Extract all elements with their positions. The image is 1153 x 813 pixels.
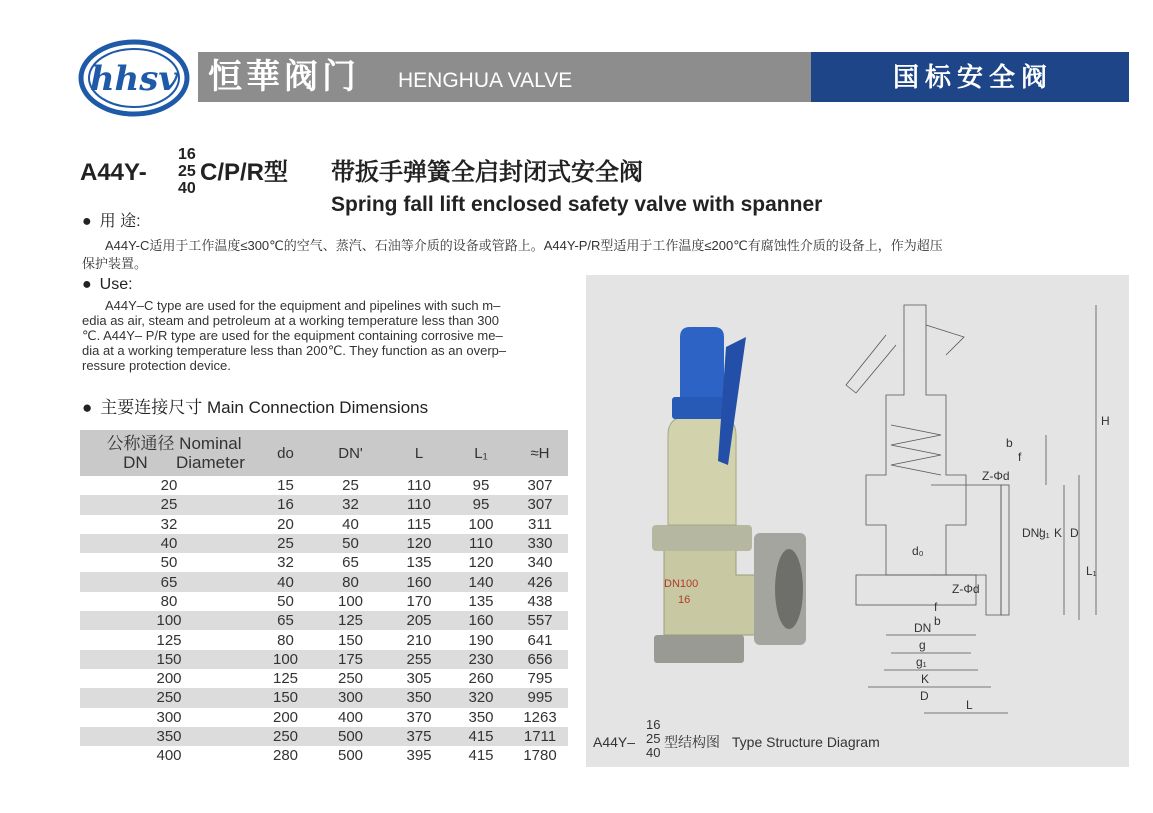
table-cell: 25	[342, 477, 359, 495]
use-en-line4: dia at a working temperature less than 200℃. They function as an overp–	[82, 343, 507, 358]
table-cell: 100	[80, 611, 258, 630]
table-cell: 20	[160, 477, 178, 495]
dimensions-table	[80, 430, 568, 765]
dimensions-heading: ● 主要连接尺寸 Main Connection Dimensions	[82, 398, 428, 418]
table-cell: 500	[337, 747, 364, 765]
brand-name-en: HENGHUA VALVE	[398, 69, 573, 92]
table-cell: 80	[160, 592, 178, 610]
table-cell: 200	[272, 708, 299, 726]
model-prefix: A44Y-	[80, 159, 147, 186]
table-cell: 50	[313, 534, 388, 553]
table-cell: 340	[527, 554, 553, 572]
table-cell: 125	[313, 611, 388, 630]
structure-diagram	[846, 305, 1096, 713]
label-dn-prime: DN'	[1022, 526, 1042, 540]
use-en-line1: A44Y–C type are used for the equipment and pipelines with such m–	[105, 298, 501, 313]
table-cell: 305	[406, 670, 432, 688]
caption-en: Type Structure Diagram	[731, 734, 880, 750]
table-cell: 400	[337, 708, 364, 726]
table-cell: 557	[512, 611, 568, 630]
table-row	[80, 630, 568, 649]
col-header-dn-line2: DN Diameter	[123, 453, 245, 472]
use-cn-line1: A44Y-C适用于工作温度≤300℃的空气、蒸汽、石油等介质的设备或管路上。A44Y-P/R型适用于工作温度≤200℃有腐蚀性介质的设备上，作为超压	[105, 238, 943, 253]
table-cell: 15	[277, 477, 294, 495]
outlet-bore	[775, 549, 803, 629]
table-cell: 350	[80, 727, 258, 746]
table-cell: 125	[272, 670, 299, 688]
label-DN: DN	[914, 621, 932, 635]
label-zd-bottom: Z-Φd	[952, 582, 980, 596]
valve-marking-pn: 16	[678, 594, 691, 606]
table-cell: 260	[468, 670, 494, 688]
label-H: H	[1101, 414, 1110, 428]
inlet-flange	[654, 635, 744, 663]
table-cell: 255	[388, 650, 450, 669]
col-header-dn-prime: DN'	[313, 430, 388, 476]
use-en-line3: ℃. A44Y– P/R type are used for the equipment containing corrosive me–	[82, 328, 503, 343]
table-cell: 307	[527, 477, 553, 495]
table-cell: 200	[156, 670, 182, 688]
table-cell: 150	[258, 688, 313, 707]
label-D: D	[1070, 526, 1079, 540]
standard-label: 国标安全阀	[893, 63, 1054, 93]
table-cell: 250	[80, 688, 258, 707]
table-cell: 80	[277, 631, 294, 649]
table-cell: 500	[313, 727, 388, 746]
use-en-heading: ● Use:	[82, 275, 133, 295]
valve-marking-dn: DN100	[664, 578, 699, 590]
logo-text: hhsv	[89, 59, 179, 99]
table-cell: 40	[80, 534, 258, 553]
caption-prefix: A44Y–	[593, 734, 636, 750]
pressure-bottom: 40	[178, 180, 196, 197]
pressure-mid: 25	[178, 163, 196, 180]
table-cell: 641	[527, 631, 553, 649]
table-cell: 95	[450, 495, 512, 514]
table-cell: 50	[160, 554, 178, 572]
hhsv-logo-icon	[78, 38, 190, 118]
table-cell: 175	[313, 650, 388, 669]
label-do: d₀	[912, 544, 924, 558]
bonnet-flange	[652, 525, 752, 551]
table-cell: 300	[156, 708, 182, 726]
table-cell: 110	[407, 477, 431, 495]
table-cell: 65	[342, 554, 359, 572]
table-cell: 125	[156, 631, 182, 649]
use-en-line5: ressure protection device.	[82, 358, 231, 373]
caption-pressure-stack	[646, 718, 660, 760]
table-row	[80, 727, 568, 746]
label-Db: D	[920, 689, 929, 703]
caption-mid: 25	[646, 731, 661, 746]
table-cell: 65	[80, 572, 258, 591]
label-g: g	[919, 638, 926, 652]
table-row	[80, 495, 568, 514]
table-cell: 25	[80, 495, 258, 514]
table-cell: 795	[527, 670, 553, 688]
table-cell: 100	[468, 515, 494, 533]
table-cell: 205	[388, 611, 450, 630]
valve-body	[664, 547, 756, 635]
label-L: L	[966, 698, 973, 712]
table-cell: 110	[450, 534, 512, 553]
table-cell: 250	[258, 727, 313, 746]
table-row	[80, 650, 568, 669]
table-cell: 120	[388, 534, 450, 553]
col-header-dn-line1: 公称通径 Nominal	[106, 434, 242, 453]
col-header-h: ≈H	[512, 430, 568, 476]
table-cell: 1780	[523, 747, 557, 765]
product-name-en: Spring fall lift enclosed safety valve with spanner	[331, 193, 823, 216]
table-cell: 32	[313, 495, 388, 514]
table-cell: 400	[156, 747, 182, 765]
table-cell: 320	[450, 688, 512, 707]
caption-top: 16	[646, 717, 661, 732]
table-cell: 140	[450, 572, 512, 591]
table-cell: 656	[512, 650, 568, 669]
table-row	[80, 592, 568, 611]
table-cell: 100	[337, 592, 364, 610]
table-cell: 40	[342, 515, 359, 533]
pressure-stack	[178, 146, 196, 197]
label-Kb: K	[921, 672, 930, 686]
brand-name-cn: 恒華阀门	[208, 57, 360, 97]
table-cell: 350	[468, 708, 494, 726]
table-cell: 50	[277, 592, 294, 610]
table-cell: 170	[406, 592, 432, 610]
table-cell: 995	[512, 688, 568, 707]
table-cell: 16	[258, 495, 313, 514]
table-cell: 210	[406, 631, 432, 649]
table-cell: 135	[406, 554, 432, 572]
table-cell: 1711	[512, 727, 568, 746]
table-cell: 160	[450, 611, 512, 630]
table-row	[80, 746, 568, 765]
table-row	[80, 611, 568, 630]
table-cell: 20	[277, 515, 294, 533]
table-cell: 230	[450, 650, 512, 669]
table-cell: 110	[388, 495, 450, 514]
table-cell: 415	[450, 727, 512, 746]
valve-photo	[652, 327, 806, 663]
table-cell: 95	[472, 477, 490, 495]
table-cell: 415	[468, 747, 494, 765]
table-cell: 1263	[523, 708, 557, 726]
table-cell: 375	[388, 727, 450, 746]
label-zd-top: Z-Φd	[982, 469, 1010, 483]
table-cell: 395	[406, 747, 432, 765]
table-row	[80, 515, 568, 534]
table-row	[80, 688, 568, 707]
table-cell: 300	[313, 688, 388, 707]
table-cell: 370	[406, 708, 432, 726]
label-f2: f	[934, 600, 938, 614]
col-header-l1: L₁	[450, 430, 512, 476]
table-cell: 25	[258, 534, 313, 553]
label-b2: b	[934, 614, 941, 628]
caption-suffix	[664, 734, 880, 751]
table-row	[80, 708, 568, 727]
table-cell: 280	[272, 747, 299, 765]
col-header-do: do	[258, 430, 313, 476]
table-cell: 135	[468, 592, 494, 610]
table-cell: 65	[258, 611, 313, 630]
table-cell: 250	[337, 670, 364, 688]
table-cell: 32	[277, 554, 294, 572]
label-b: b	[1006, 436, 1013, 450]
use-en-line2: edia as air, steam and petroleum at a working temperature less than 300	[82, 313, 499, 328]
label-g1b: g₁	[916, 655, 927, 669]
table-cell: 330	[512, 534, 568, 553]
use-cn-heading: ● 用 途:	[82, 212, 141, 232]
table-row	[80, 572, 568, 591]
table-cell: 190	[468, 631, 494, 649]
table-cell: 32	[160, 515, 178, 533]
table-cell: 100	[258, 650, 313, 669]
table-cell: 307	[512, 495, 568, 514]
table-cell: 115	[407, 515, 431, 533]
table-cell: 350	[388, 688, 450, 707]
table-cell: 160	[388, 572, 450, 591]
caption-suffix-cn: 型结构图	[664, 734, 720, 750]
label-K: K	[1054, 526, 1063, 540]
table-cell: 150	[80, 650, 258, 669]
table-cell: 150	[337, 631, 364, 649]
table-cell: 426	[512, 572, 568, 591]
table-cell: 438	[527, 592, 553, 610]
table-cell: 311	[528, 515, 552, 533]
table-cell: 80	[313, 572, 388, 591]
table-header-row	[80, 430, 568, 476]
figure-drawing	[586, 275, 1129, 767]
table-row	[80, 669, 568, 688]
product-name-cn: 带扳手弹簧全启封闭式安全阀	[331, 159, 643, 186]
model-suffix: C/P/R型	[200, 159, 289, 186]
table-cell: 120	[468, 554, 494, 572]
col-header-l: L	[388, 430, 450, 476]
table-row	[80, 553, 568, 572]
label-g1: g₁	[1039, 526, 1050, 540]
table-cell: 40	[258, 572, 313, 591]
table-row	[80, 534, 568, 553]
caption-bottom: 40	[646, 745, 661, 760]
use-cn-line2: 保护装置。	[82, 256, 148, 271]
pressure-top: 16	[178, 146, 196, 163]
col-header-dn	[80, 430, 258, 476]
label-L1: L₁	[1086, 564, 1097, 578]
valve-cap-top	[680, 327, 724, 397]
table-row	[80, 476, 568, 495]
label-f: f	[1018, 450, 1022, 464]
